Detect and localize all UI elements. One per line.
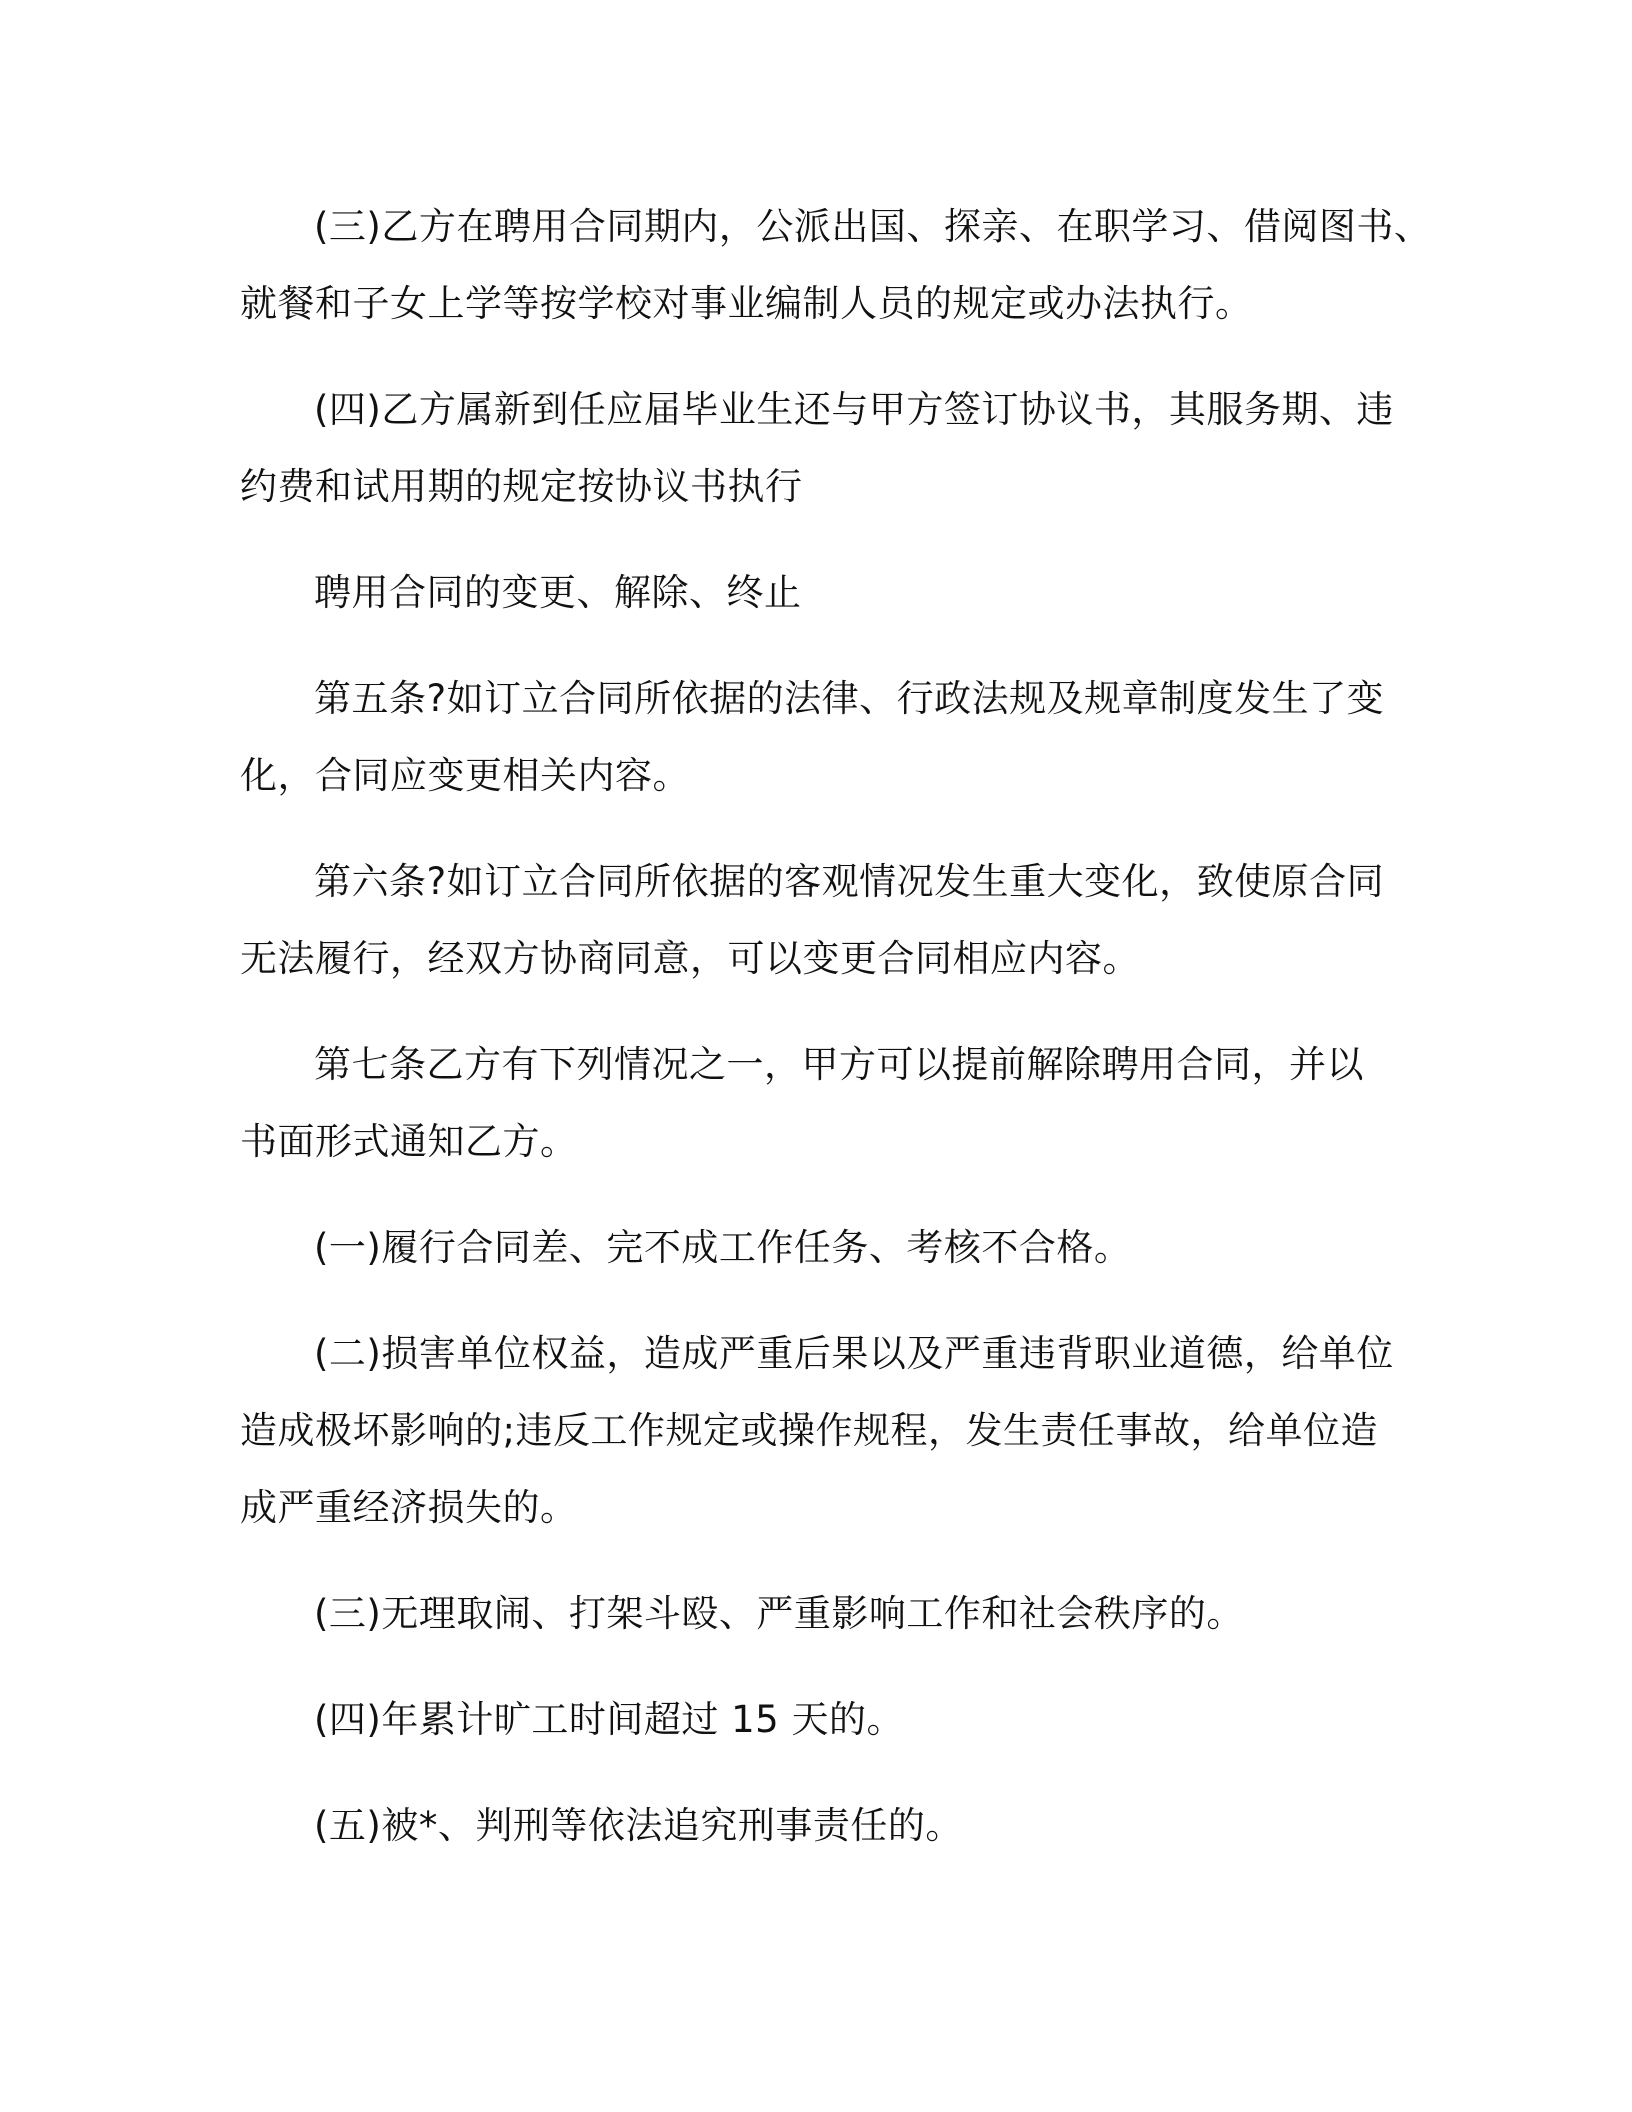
article-7-item-4 [240,1681,1410,1758]
paragraph-1 [240,188,1432,342]
paragraph-line: 聘用合同的变更、解除、终止 [314,571,802,614]
article-7-item-2 [240,1315,1410,1546]
paragraph-line: 成严重经济损失的。 [240,1486,578,1529]
paragraph-line: 造成极坏影响的;违反工作规定或操作规程，发生责任事故，给单位造 [240,1409,1378,1452]
paragraph-line: (三)无理取闹、打架斗殴、严重影响工作和社会秩序的。 [314,1592,1244,1635]
paragraph-line: 第五条?如订立合同所依据的法律、行政法规及规章制度发生了变 [314,677,1385,720]
article-7-item-1 [240,1209,1410,1286]
article-6 [240,843,1410,997]
article-7 [240,1026,1410,1180]
paragraph-line: 第七条乙方有下列情况之一，甲方可以提前解除聘用合同，并以 [314,1043,1364,1086]
paragraph-line: (二)损害单位权益，造成严重后果以及严重违背职业道德，给单位 [314,1332,1394,1375]
article-5 [240,660,1410,814]
paragraph-line: (三)乙方在聘用合同期内，公派出国、探亲、在职学习、借阅图书、 [314,205,1432,248]
paragraph-line: 书面形式通知乙方。 [240,1120,578,1163]
paragraph-line: (一)履行合同差、完不成工作任务、考核不合格。 [314,1226,1132,1269]
article-7-item-5 [240,1787,1410,1864]
paragraph-line: (四)乙方属新到任应届毕业生还与甲方签订协议书，其服务期、违 [314,388,1394,431]
paragraph-line: 就餐和子女上学等按学校对事业编制人员的规定或办法执行。 [240,282,1253,325]
paragraph-line: (五)被*、判刑等依法追究刑事责任的。 [314,1804,963,1847]
article-7-item-3 [240,1575,1410,1652]
paragraph-line: 无法履行，经双方协商同意，可以变更合同相应内容。 [240,937,1140,980]
paragraph-line: 约费和试用期的规定按协议书执行 [240,465,803,508]
document-page [240,188,1432,1893]
paragraph-line: (四)年累计旷工时间超过 15 天的。 [314,1698,904,1741]
section-heading [240,554,1410,631]
paragraph-line: 化，合同应变更相关内容。 [240,754,690,797]
paragraph-line: 第六条?如订立合同所依据的客观情况发生重大变化，致使原合同 [314,860,1385,903]
paragraph-2 [240,371,1410,525]
